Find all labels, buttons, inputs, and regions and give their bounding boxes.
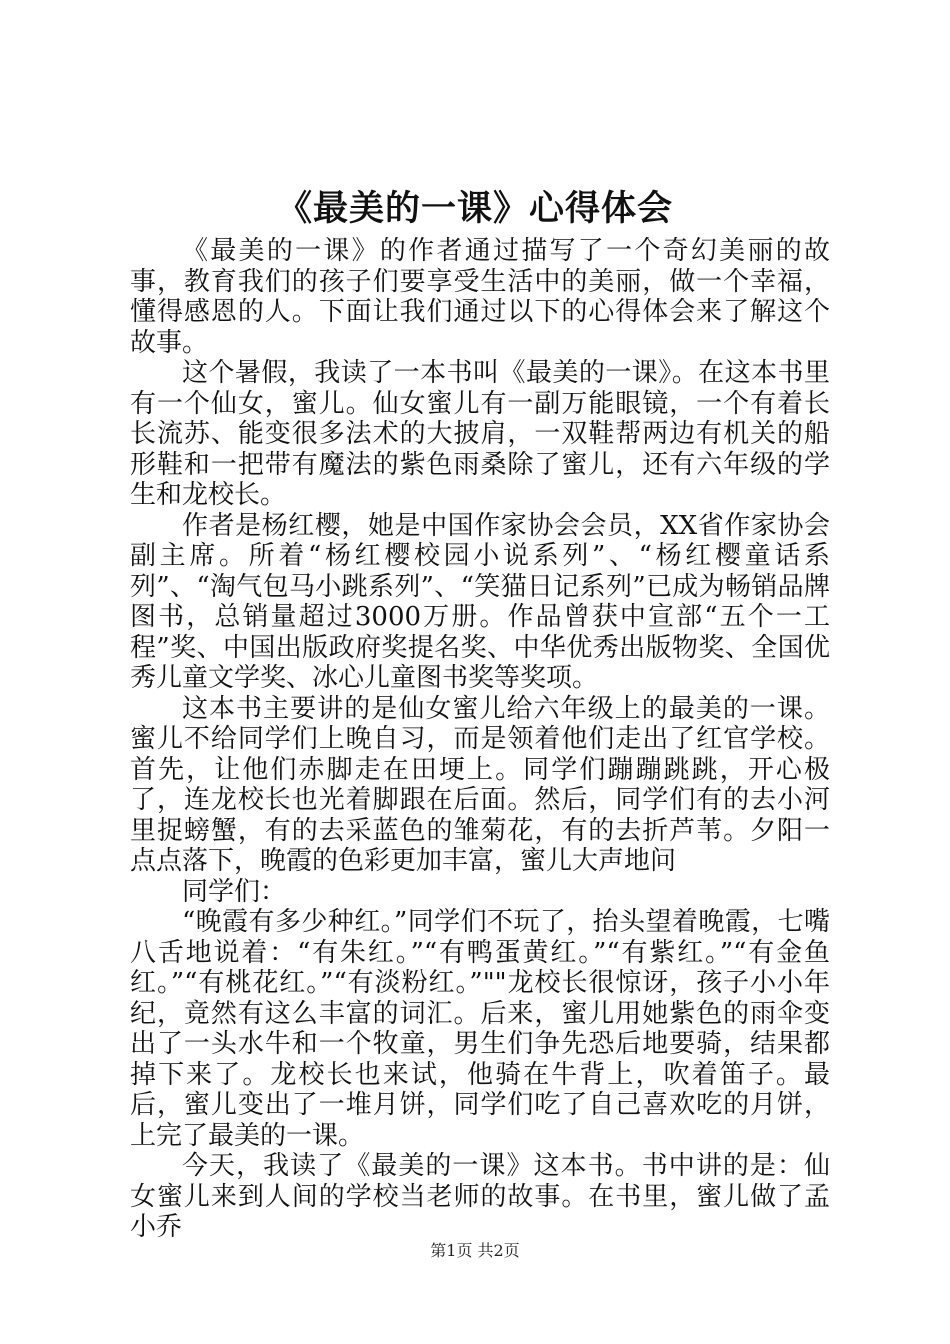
document-title: 《最美的一课》心得体会 [276, 188, 673, 229]
paragraph-intro: 《最美的一课》的作者通过描写了一个奇幻美丽的故事，教育我们的孩子们要享受生活中的美丽，做一个幸福，懂得感恩的人。下面让我们通过以下的心得体会来了解这个故事。 [130, 236, 830, 358]
paragraph-story: 这本书主要讲的是仙女蜜儿给六年级上的最美的一课。蜜儿不给同学们上晚自习，而是领着他们走出了红官学校。首先，让他们赤脚走在田埂上。同学们蹦蹦跳跳，开心极了，连龙校长也光着脚跟在后面。然后，同学们有的去小河里捉螃蟹，有的去采蓝色的雏菊花，有的去折芦苇。夕阳一点点落下，晚霞的色彩更加丰富，蜜儿大声地问 [130, 693, 830, 876]
paragraph-sunset-colors: “晚霞有多少种红。”同学们不玩了，抬头望着晚霞，七嘴八舌地说着：“有朱红。”“有鸭蛋黄红。”“有紫红。”“有金鱼红。”“有桃花红。”“有淡粉红。”""龙校长很惊讶，孩子小小年纪，竟然有这么丰富的词汇。后来，蜜儿用她紫色的雨伞变出了一头水牛和一个牧童，男生们争先恐后地要骑，结果都掉下来了。龙校长也来试，他骑在牛背上，吹着笛子。最后，蜜儿变出了一堆月饼，同学们吃了自己喜欢吃的月饼，上完了最美的一课。 [130, 907, 830, 1151]
paragraph-summer-reading: 这个暑假，我读了一本书叫《最美的一课》。在这本书里有一个仙女，蜜儿。仙女蜜儿有一副万能眼镜，一个有着长长流苏、能变很多法术的大披肩，一双鞋帮两边有机关的船形鞋和一把带有魔法的紫色雨桑除了蜜儿，还有六年级的学生和龙校长。 [130, 358, 830, 510]
paragraph-author: 作者是杨红樱，她是中国作家协会会员，XX省作家协会副主席。所着“杨红樱校园小说系列”、“杨红樱童话系列”、“淘气包马小跳系列”、“笑猫日记系列”已成为畅销品牌图书，总销量超过3000万册。作品曾获中宣部“五个一工程”奖、中国出版政府奖提名奖、中华优秀出版物奖、全国优秀儿童文学奖、冰心儿童图书奖等奖项。 [130, 510, 830, 693]
page-number-footer: 第1页 共2页 [430, 1241, 520, 1260]
paragraph-classmates: 同学们： [182, 876, 287, 907]
paragraph-today: 今天，我读了《最美的一课》这本书。书中讲的是：仙女蜜儿来到人间的学校当老师的故事。在书里，蜜儿做了孟小乔 [130, 1151, 830, 1242]
document-body [130, 236, 830, 1243]
